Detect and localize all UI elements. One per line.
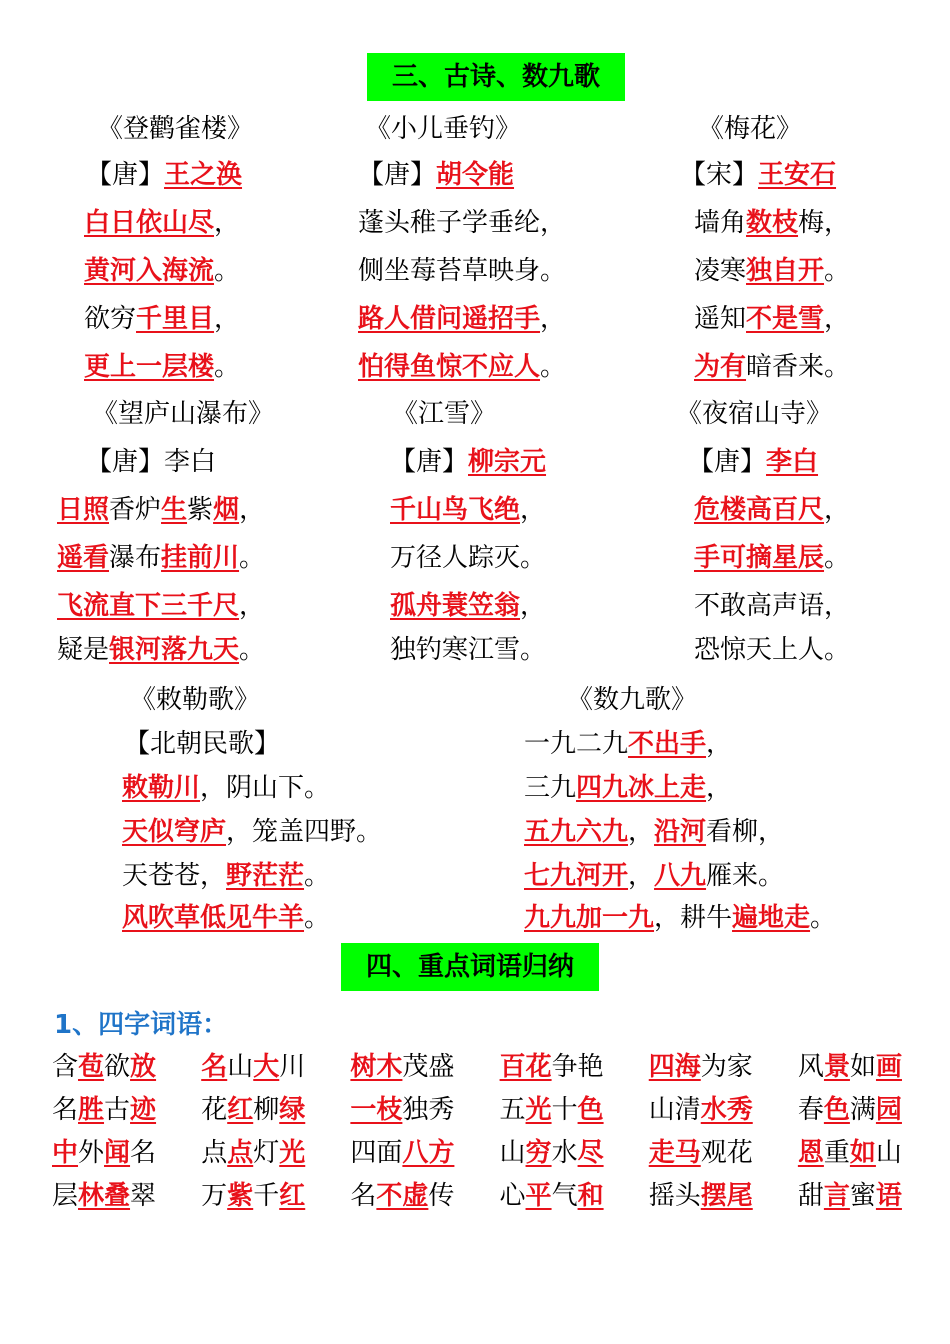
idiom-highlight: 点 (227, 1138, 254, 1168)
verse-text: ， (540, 304, 567, 334)
verse-text: 。 (214, 256, 241, 286)
idiom-text: 满 (849, 1095, 876, 1125)
idiom (500, 1175, 604, 1212)
verse-highlight: 不是雪 (746, 304, 825, 334)
verse-text: ， (628, 861, 655, 891)
poem-line (358, 302, 566, 336)
verse-text: 独钓寒江雪。 (390, 635, 547, 665)
idiom-highlight: 树木 (350, 1052, 403, 1082)
idiom-text: 含 (52, 1052, 79, 1082)
poem-line (84, 206, 240, 240)
idiom-text: 花 (201, 1095, 228, 1125)
idiom-text: 茂盛 (402, 1052, 455, 1082)
verse-highlight: 野茫茫 (226, 861, 305, 891)
verse-highlight: 更上一层楼 (84, 352, 215, 382)
author-text: 【唐】 (688, 447, 767, 477)
verse-highlight: 遥看 (57, 543, 110, 573)
verse-highlight: 怕得鱼惊不应人 (358, 352, 541, 382)
idiom-highlight: 光 (525, 1095, 552, 1125)
author-highlight: 王安石 (758, 160, 837, 190)
poem-author (688, 445, 818, 479)
idiom-highlight: 一枝 (350, 1095, 403, 1125)
poem-title: 《敕勒歌》 (130, 685, 261, 715)
idiom-text: 名 (52, 1095, 79, 1125)
verse-text: ， (706, 773, 733, 803)
poem-author (680, 158, 836, 192)
idiom-text: 点 (201, 1138, 228, 1168)
idiom (201, 1089, 305, 1126)
idiom-text: 春 (797, 1095, 824, 1125)
verse-highlight: 四九冰上走 (576, 773, 707, 803)
idiom (350, 1089, 454, 1126)
poem-author (86, 158, 242, 192)
poem-author (86, 445, 216, 479)
idiom-highlight: 光 (279, 1138, 306, 1168)
idiom-highlight: 景 (823, 1052, 850, 1082)
idiom-text: 层 (52, 1181, 79, 1211)
verse-text: ， (706, 729, 733, 759)
idiom-text: 水 (551, 1138, 578, 1168)
verse-text: 。 (824, 256, 851, 286)
word-row (52, 1129, 902, 1172)
verse-text: 遥知 (694, 304, 747, 334)
idiom (350, 1046, 454, 1083)
idiom-highlight: 苞 (78, 1052, 105, 1082)
idiom (52, 1046, 156, 1083)
four-char-words-heading: 1、四字词语： (54, 1010, 229, 1040)
verse-highlight: 沿河 (654, 817, 707, 847)
verse-text: ， (239, 495, 266, 525)
idiom-highlight: 恩 (797, 1138, 824, 1168)
author-text: 【唐】 (358, 160, 437, 190)
verse-highlight: 千山鸟飞绝 (390, 495, 521, 525)
idiom-text: 如 (849, 1052, 876, 1082)
verse-highlight: 天似穹庐 (122, 817, 227, 847)
verse-text: 三九 (524, 773, 577, 803)
idiom-highlight: 中 (52, 1138, 79, 1168)
idiom (649, 1046, 753, 1083)
idiom (52, 1175, 156, 1212)
idiom-highlight: 和 (577, 1181, 604, 1211)
idiom-highlight: 色 (577, 1095, 604, 1125)
verse-text: ， (239, 591, 266, 621)
idiom-highlight: 水秀 (700, 1095, 753, 1125)
idiom (798, 1175, 902, 1212)
idiom-highlight: 迹 (130, 1095, 157, 1125)
idiom-text: 独秀 (402, 1095, 455, 1125)
poem-line (390, 541, 546, 575)
verse-text: 。 (239, 543, 266, 573)
poem-line (694, 541, 850, 575)
poem-line (122, 859, 330, 893)
verse-highlight: 白日依山尽 (84, 208, 215, 238)
idiom-highlight: 摆尾 (700, 1181, 753, 1211)
idiom-highlight: 色 (823, 1095, 850, 1125)
verse-highlight: 挂前川 (161, 543, 240, 573)
idiom (798, 1046, 902, 1083)
verse-highlight: 路人借问遥招手 (358, 304, 541, 334)
poem-line (694, 302, 850, 336)
poem-line (694, 206, 850, 240)
verse-highlight: 孤舟蓑笠翁 (390, 591, 521, 621)
idiom-highlight: 语 (875, 1181, 902, 1211)
verse-highlight: 千里目 (136, 304, 215, 334)
idiom-text: 气 (551, 1181, 578, 1211)
verse-text: 看柳， (706, 817, 785, 847)
verse-text: 一九二九 (524, 729, 629, 759)
poem-line (390, 633, 546, 667)
author-text: 【宋】 (680, 160, 759, 190)
verse-text: 香炉 (109, 495, 162, 525)
verse-highlight: 独自开 (746, 256, 825, 286)
idiom-text: 观花 (700, 1138, 753, 1168)
verse-highlight: 黄河入海流 (84, 256, 215, 286)
verse-highlight: 危楼高百尺 (694, 495, 825, 525)
verse-text: 瀑布 (109, 543, 162, 573)
verse-highlight: 遍地走 (732, 903, 811, 933)
idiom-text: 柳 (253, 1095, 280, 1125)
idiom-highlight: 红 (279, 1181, 306, 1211)
idiom (649, 1089, 753, 1126)
poem-title: 《数九歌》 (567, 685, 698, 715)
verse-text: 欲穷 (84, 304, 137, 334)
poem-line (390, 493, 546, 527)
idiom (201, 1046, 305, 1083)
idiom-highlight: 放 (130, 1052, 157, 1082)
word-row (52, 1172, 902, 1215)
poem-line (84, 302, 240, 336)
verse-text: 暗香来。 (746, 352, 851, 382)
idiom (500, 1089, 604, 1126)
verse-highlight: 银河落九天 (109, 635, 240, 665)
poem-line (122, 771, 330, 805)
author-text: 【唐】 (86, 160, 165, 190)
word-row (52, 1086, 902, 1129)
idiom-text: 山 (875, 1138, 902, 1168)
verse-text: 疑是 (57, 635, 110, 665)
verse-text: 。 (239, 635, 266, 665)
idiom (201, 1175, 305, 1212)
poem-line (57, 541, 265, 575)
verse-highlight: 五九六九 (524, 817, 629, 847)
idiom (798, 1089, 902, 1126)
verse-text: 雁来。 (706, 861, 785, 891)
verse-text: ，阴山下。 (200, 773, 331, 803)
verse-text: 侧坐莓苔草映身。 (358, 256, 567, 286)
idiom-text: 名 (350, 1181, 377, 1211)
poem-title: 《梅花》 (698, 114, 803, 144)
author-text: 【唐】 (390, 447, 469, 477)
idiom-highlight: 名 (201, 1052, 228, 1082)
idiom-text: 心 (499, 1181, 526, 1211)
idiom (350, 1175, 454, 1212)
poem-author (358, 158, 514, 192)
idiom-text: 摇头 (648, 1181, 701, 1211)
poem-line (524, 815, 784, 849)
idiom-highlight: 紫 (227, 1181, 254, 1211)
idiom-text: 四面 (350, 1138, 403, 1168)
verse-highlight: 为有 (694, 352, 747, 382)
poem-line (84, 254, 240, 288)
verse-text: 墙角 (694, 208, 747, 238)
idiom-highlight: 穷 (525, 1138, 552, 1168)
idiom (500, 1132, 604, 1169)
verse-text: 凌寒 (694, 256, 747, 286)
poem-author (390, 445, 546, 479)
verse-text: ， (824, 304, 851, 334)
idiom-text: 五 (499, 1095, 526, 1125)
verse-text: ， (214, 208, 241, 238)
author-text: 【唐】李白 (86, 447, 217, 477)
idiom (649, 1132, 753, 1169)
idiom-highlight: 四海 (648, 1052, 701, 1082)
idiom-text: 千 (253, 1181, 280, 1211)
verse-highlight: 风吹草低见牛羊 (122, 903, 305, 933)
verse-text: 。 (304, 903, 331, 933)
poem-line (57, 589, 265, 623)
idiom-highlight: 八方 (402, 1138, 455, 1168)
idiom-highlight: 绿 (279, 1095, 306, 1125)
verse-text: 蓬头稚子学垂纶， (358, 208, 567, 238)
idiom-text: 名 (130, 1138, 157, 1168)
section-3-banner (367, 53, 625, 101)
idiom-highlight: 不虚 (376, 1181, 429, 1211)
poem-line (694, 589, 850, 623)
verse-text: 。 (810, 903, 837, 933)
poem-line (358, 254, 566, 288)
verse-text: ， (520, 495, 547, 525)
idiom-text: 古 (104, 1095, 131, 1125)
verse-highlight: 烟 (213, 495, 240, 525)
verse-highlight: 手可摘星辰 (694, 543, 825, 573)
idiom-text: 风 (797, 1052, 824, 1082)
poem-line (524, 771, 732, 805)
poem-line (358, 206, 566, 240)
verse-text: 恐惊天上人。 (694, 635, 851, 665)
verse-highlight: 生 (161, 495, 188, 525)
poem-line (694, 493, 850, 527)
verse-text: 。 (214, 352, 241, 382)
poem-line (57, 493, 265, 527)
section-3-title: 三、古诗、数九歌 (391, 62, 600, 92)
idiom-text: 翠 (130, 1181, 157, 1211)
verse-highlight: 飞流直下三千尺 (57, 591, 240, 621)
idiom-text: 十 (551, 1095, 578, 1125)
idiom-text: 蜜 (849, 1181, 876, 1211)
verse-text: 不敢高声语， (694, 591, 851, 621)
poem-line (694, 254, 850, 288)
idiom-text: 灯 (253, 1138, 280, 1168)
author-highlight: 胡令能 (436, 160, 515, 190)
poem-line (122, 901, 330, 935)
section-4-banner (341, 943, 599, 991)
idiom (798, 1132, 902, 1169)
idiom (201, 1132, 305, 1169)
verse-text: 。 (540, 352, 567, 382)
poem-line (122, 815, 382, 849)
author-highlight: 王之涣 (164, 160, 243, 190)
verse-text: ， (214, 304, 241, 334)
poem-line (524, 901, 836, 935)
idiom-highlight: 如 (849, 1138, 876, 1168)
poem-author (124, 727, 280, 761)
idiom-highlight: 画 (875, 1052, 902, 1082)
verse-text: ，耕牛 (654, 903, 733, 933)
idiom-text: 甜 (797, 1181, 824, 1211)
four-char-words-grid (52, 1043, 902, 1215)
section-4-title: 四、重点词语归纳 (365, 952, 574, 982)
idiom (52, 1132, 156, 1169)
verse-text: 梅， (798, 208, 851, 238)
verse-highlight: 日照 (57, 495, 110, 525)
verse-text: 紫 (187, 495, 214, 525)
idiom (52, 1089, 156, 1126)
idiom-highlight: 胜 (78, 1095, 105, 1125)
verse-highlight: 数枝 (746, 208, 799, 238)
verse-text: ， (628, 817, 655, 847)
verse-text: ， (520, 591, 547, 621)
idiom-text: 欲 (104, 1052, 131, 1082)
idiom-highlight: 平 (525, 1181, 552, 1211)
poem-title: 《夜宿山寺》 (676, 399, 833, 429)
author-highlight: 柳宗元 (468, 447, 547, 477)
author-highlight: 李白 (766, 447, 819, 477)
idiom-text: 为家 (700, 1052, 753, 1082)
idiom-highlight: 走马 (648, 1138, 701, 1168)
verse-text: 天苍苍， (122, 861, 227, 891)
idiom-text: 川 (279, 1052, 306, 1082)
idiom-highlight: 园 (875, 1095, 902, 1125)
word-row (52, 1043, 902, 1086)
idiom-text: 万 (201, 1181, 228, 1211)
idiom (350, 1132, 454, 1169)
poem-line (390, 589, 546, 623)
poem-line (524, 859, 784, 893)
poem-line (694, 350, 850, 384)
idiom-highlight: 大 (253, 1052, 280, 1082)
poem-title: 《小儿垂钓》 (365, 114, 522, 144)
idiom-highlight: 红 (227, 1095, 254, 1125)
verse-highlight: 九九加一九 (524, 903, 655, 933)
idiom (649, 1175, 753, 1212)
idiom-text: 传 (428, 1181, 455, 1211)
verse-text: ， (824, 495, 851, 525)
idiom-text: 外 (78, 1138, 105, 1168)
idiom-highlight: 林叠 (78, 1181, 131, 1211)
verse-text: 。 (824, 543, 851, 573)
poem-line (358, 350, 566, 384)
poem-line (57, 633, 265, 667)
poem-title: 《望庐山瀑布》 (92, 399, 275, 429)
verse-highlight: 不出手 (628, 729, 707, 759)
idiom (500, 1046, 604, 1083)
idiom-text: 重 (823, 1138, 850, 1168)
verse-text: ，笼盖四野。 (226, 817, 383, 847)
idiom-highlight: 尽 (577, 1138, 604, 1168)
idiom-text: 争艳 (551, 1052, 604, 1082)
verse-highlight: 七九河开 (524, 861, 629, 891)
poem-line (84, 350, 240, 384)
poem-line (694, 633, 850, 667)
poem-title: 《江雪》 (392, 399, 497, 429)
idiom-highlight: 百花 (499, 1052, 552, 1082)
idiom-text: 山 (227, 1052, 254, 1082)
verse-text: 。 (304, 861, 331, 891)
idiom-text: 山 (499, 1138, 526, 1168)
verse-highlight: 八九 (654, 861, 707, 891)
verse-text: 万径人踪灭。 (390, 543, 547, 573)
idiom-highlight: 闻 (104, 1138, 131, 1168)
poem-title: 《登鹳雀楼》 (97, 114, 254, 144)
author-text: 【北朝民歌】 (124, 729, 281, 759)
idiom-highlight: 言 (823, 1181, 850, 1211)
idiom-text: 山清 (648, 1095, 701, 1125)
poem-line (524, 727, 732, 761)
verse-highlight: 敕勒川 (122, 773, 201, 803)
